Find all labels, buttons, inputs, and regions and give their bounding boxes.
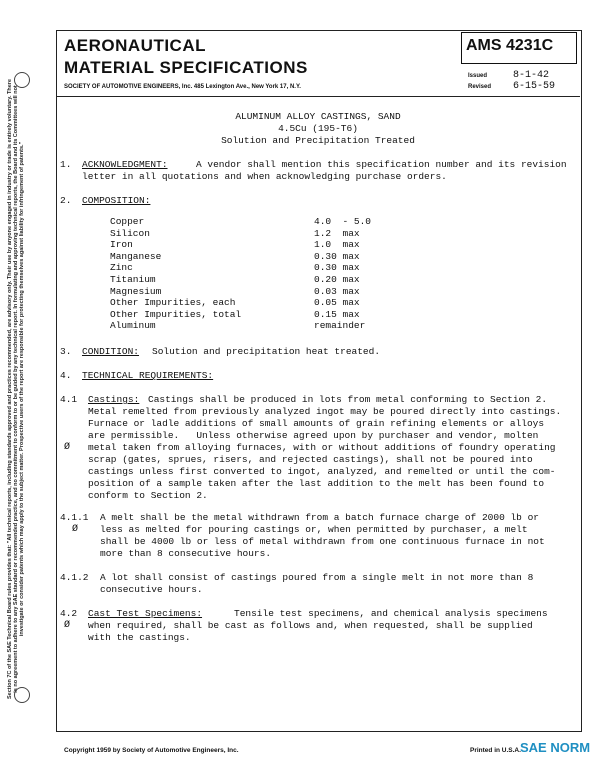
side-note-text: Section 7C of the SAE Technical Board rules provides that: "All technical reports, including standards approved and practices recommended, are advisory only. Their use by anyone engaged in industry or trade is entirely voluntary. There is no agreement to adhere to any SAE standard or recommended practice, and no commitment to conform to or be guided by any technical report. In formulating and approving technical reports, the Board and its Committees will not investigate or consider patents which may apply to the subject matter. Prospective users of the report are responsible for protecting themselves against liability for infringement of patents." (7, 79, 25, 699)
issued-value: 8-1-42 (513, 70, 550, 81)
s41-line9: conform to Section 2. (88, 490, 208, 501)
s412-number: 4.1.2 (60, 572, 89, 583)
s42-line3: with the castings. (88, 632, 191, 643)
society-address: SOCIETY OF AUTOMOTIVE ENGINEERS, Inc. 485 Lexington Ave., New York 17, N.Y. (64, 84, 301, 90)
s411-line2: less as melted for pouring castings or, when permitted by purchaser, a melt (100, 524, 528, 535)
header-line1: AERONAUTICAL (64, 36, 206, 55)
s2-heading: COMPOSITION: (82, 195, 151, 206)
composition-value: 0.15 max (314, 308, 360, 320)
composition-element: Aluminum (110, 320, 156, 332)
composition-element: Titanium (110, 274, 156, 285)
composition-value: 0.03 max (314, 285, 360, 297)
s41-line1: Castings shall be produced in lots from metal conforming to Section 2. (148, 394, 548, 405)
composition-value: 1.2 max (314, 227, 360, 239)
s412-line2: consecutive hours. (100, 584, 203, 595)
composition-element: Zinc (110, 262, 133, 274)
s4-heading: TECHNICAL REQUIREMENTS: (82, 370, 214, 381)
composition-value: 0.30 max (314, 250, 360, 262)
revision-mark-s42: Ø (64, 620, 71, 631)
s3-number: 3. (60, 346, 72, 357)
composition-element: Other Impurities, total (110, 308, 242, 320)
s42-line2: when required, shall be cast as follows and, when requested, shall be supplied (88, 620, 533, 631)
revision-mark-s411: Ø (72, 524, 79, 535)
s41-line3: Furnace or ladle additions of small amounts of grain refining elements or alloys (88, 418, 545, 429)
composition-value: 1.0 max (314, 239, 360, 251)
sae-norm-logo: SAE NORM (520, 740, 591, 755)
s41-heading: Castings: (88, 394, 140, 405)
composition-element: Iron (110, 239, 133, 251)
s412-line1: A lot shall consist of castings poured from a single melt in not more than 8 (100, 572, 534, 583)
s411-line1: A melt shall be the metal withdrawn from a batch furnace charge of 2000 lb or (100, 512, 539, 523)
s1-heading: ACKNOWLEDGMENT: (82, 159, 168, 170)
title-line2: 4.5Cu (195-T6) (278, 123, 358, 134)
s1-text2: letter in all quotations and when acknowledging purchase orders. (82, 171, 447, 182)
revision-mark-s41: Ø (64, 442, 71, 453)
revised-value: 6-15-59 (513, 81, 556, 92)
s41-line7: castings unless first converted to ingot, analyzed, and remelted or until the com- (88, 466, 556, 477)
side-disclaimer (2, 79, 28, 699)
s3-text: Solution and precipitation heat treated. (152, 346, 381, 357)
s42-line1: Tensile test specimens, and chemical analysis specimens (234, 608, 548, 619)
s411-line4: more than 8 consecutive hours. (100, 548, 272, 559)
s42-number: 4.2 (60, 608, 78, 619)
revised-label: Revised (468, 84, 492, 90)
s41-line5: metal taken from alloying furnaces, with or without additions of foundry operating (88, 442, 556, 453)
s411-number: 4.1.1 (60, 512, 89, 523)
composition-value: 0.20 max (314, 274, 360, 285)
ams-number: AMS 4231C (466, 37, 554, 54)
issued-label: Issued (468, 73, 488, 79)
composition-element: Other Impurities, each (110, 297, 236, 309)
composition-element: Magnesium (110, 285, 162, 297)
punch-hole-bottom (14, 687, 30, 703)
header-line2: MATERIAL SPECIFICATIONS (64, 58, 308, 77)
copyright: Copyright 1959 by Society of Automotive Engineers, Inc. (64, 747, 239, 754)
s4-number: 4. (60, 370, 72, 381)
s1-number: 1. (60, 159, 72, 170)
title-line1: ALUMINUM ALLOY CASTINGS, SAND (235, 111, 401, 122)
s1-text1: A vendor shall mention this specification number and its revision (196, 159, 567, 170)
composition-value: remainder (314, 320, 366, 332)
s42-heading: Cast Test Specimens: (88, 608, 203, 619)
s3-heading: CONDITION: (82, 346, 140, 357)
s411-line3: shall be 4000 lb or less of metal withdrawn from one continuous furnace in not (100, 536, 545, 547)
punch-hole-top (14, 72, 30, 88)
composition-element: Manganese (110, 250, 162, 262)
composition-element: Copper (110, 216, 145, 227)
composition-value: 4.0 - 5.0 (314, 216, 372, 227)
composition-value: 0.30 max (314, 262, 360, 274)
title-line3: Solution and Precipitation Treated (221, 135, 415, 146)
s41-line2: Metal remelted from previously analyzed ingot may be poured directly into castings. (88, 406, 562, 417)
printed-in: Printed in U.S.A. (470, 747, 521, 754)
header-divider (56, 96, 580, 97)
s41-line8: position of a sample taken after the last addition to the melt has been found to (88, 478, 545, 489)
s41-number: 4.1 (60, 394, 78, 405)
s41-line6: scrap (gates, sprues, risers, and rejected castings), shall not be poured into (88, 454, 533, 465)
composition-value: 0.05 max (314, 297, 360, 309)
composition-element: Silicon (110, 227, 150, 239)
s2-number: 2. (60, 195, 72, 206)
s41-line4: are permissible. Unless otherwise agreed upon by purchaser and vendor, molten (88, 430, 539, 441)
